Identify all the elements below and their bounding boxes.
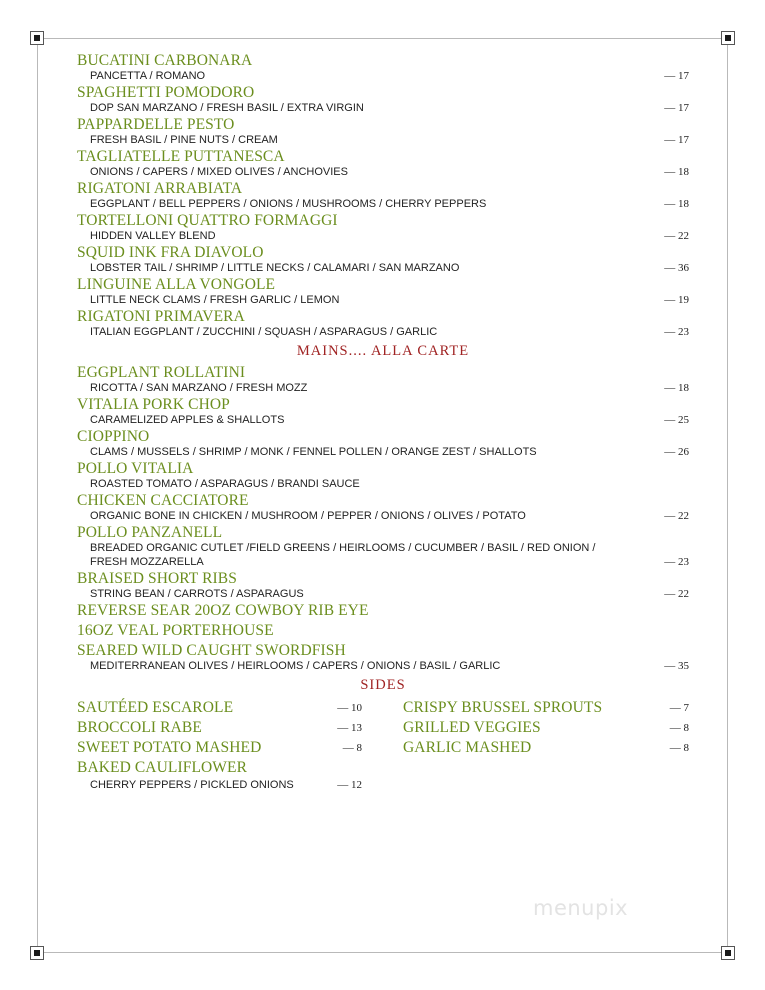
item-description [77,325,689,339]
item-price: — 19 [664,294,689,306]
item-name: LINGUINE ALLA VONGOLE [77,276,276,293]
menu-item [77,308,689,339]
menu-item [77,642,689,673]
side-item-name: GARLIC MASHED [403,739,532,756]
item-name: VITALIA PORK CHOP [77,396,230,413]
corner-ornament-top-left [30,31,44,45]
item-description-text: ROASTED TOMATO / ASPARAGUS / BRANDI SAUCE [90,478,360,490]
side-item [77,698,362,718]
side-item-description [77,778,362,792]
item-description [77,659,689,673]
item-price: — 17 [664,70,689,82]
item-description-text: RICOTTA / SAN MARZANO / FRESH MOZZ [90,382,308,394]
menu-item [77,116,689,147]
item-price: — 23 [664,326,689,338]
item-price: — 26 [664,446,689,458]
item-price: — 17 [664,102,689,114]
corner-ornament-top-right [721,31,735,45]
item-name: RIGATONI ARRABIATA [77,180,243,197]
item-price: — 18 [664,382,689,394]
menu-item [77,428,689,459]
item-description-text: HIDDEN VALLEY BLEND [90,230,216,242]
side-item-name: GRILLED VEGGIES [403,719,541,736]
item-name: SEARED WILD CAUGHT SWORDFISH [77,642,346,659]
item-description [77,509,689,523]
item-name: POLLO PANZANELL [77,524,223,541]
sides-list [77,698,689,798]
item-description-text: FRESH BASIL / PINE NUTS / CREAM [90,134,278,146]
menu-item [77,492,689,523]
item-description [77,133,689,147]
side-item-price: — 13 [337,722,362,734]
item-description [77,69,689,83]
side-item-name: SWEET POTATO MASHED [77,739,262,756]
item-name: CHICKEN CACCIATORE [77,492,249,509]
item-name: RIGATONI PRIMAVERA [77,308,245,325]
side-item-price: — 8 [342,742,362,754]
sides-column-left [77,698,362,792]
item-description-text: CLAMS / MUSSELS / SHRIMP / MONK / FENNEL POLLEN / ORANGE ZEST / SHALLOTS [90,446,537,458]
item-description [77,477,689,491]
item-price: — 17 [664,134,689,146]
item-description-text: EGGPLANT / BELL PEPPERS / ONIONS / MUSHROOMS / CHERRY PEPPERS [90,198,487,210]
menu-item [77,524,689,569]
item-description [77,293,689,307]
menu-item [77,396,689,427]
side-item [77,738,362,758]
menu-item [77,460,689,491]
item-name: TORTELLONI QUATTRO FORMAGGI [77,212,338,229]
section-heading-mains: MAINS.... ALLA CARTE [296,343,470,359]
side-item [77,758,362,778]
item-price: — 22 [664,510,689,522]
item-description [77,101,689,115]
item-description-text: BREADED ORGANIC CUTLET /FIELD GREENS / HEIRLOOMS / CUCUMBER / BASIL / RED ONION / FRESH MOZZARELLA [90,542,596,568]
item-description [77,229,689,243]
menu-item [77,148,689,179]
corner-ornament-bottom-right [721,946,735,960]
item-description [77,541,689,569]
side-item-price: — 8 [669,722,689,734]
side-item-price: — 8 [669,742,689,754]
item-name: SPAGHETTI POMODORO [77,84,255,101]
side-item-name: SAUTÉED ESCAROLE [77,699,234,716]
side-item-price: — 10 [337,702,362,714]
side-item-price: — 12 [337,779,362,791]
side-item-name: CRISPY BRUSSEL SPROUTS [403,699,603,716]
item-description-text: DOP SAN MARZANO / FRESH BASIL / EXTRA VIRGIN [90,102,364,114]
menu-item [77,212,689,243]
item-name: BRAISED SHORT RIBS [77,570,237,587]
sides-column-right [403,698,689,758]
side-item-name: BROCCOLI RABE [77,719,202,736]
side-item-price: — 7 [669,702,689,714]
item-name: PAPPARDELLE PESTO [77,116,235,133]
item-description-text: PANCETTA / ROMANO [90,70,206,82]
mains-list [77,364,689,673]
item-description-text: MEDITERRANEAN OLIVES / HEIRLOOMS / CAPERS / ONIONS / BASIL / GARLIC [90,660,501,672]
side-item [403,698,689,718]
pasta-list [77,52,689,339]
menu-item [77,244,689,275]
menu-item [77,52,689,83]
item-name: 16OZ VEAL PORTERHOUSE [77,622,274,639]
side-item [403,738,689,758]
side-item-name: BAKED CAULIFLOWER [77,759,248,776]
menu-item [77,276,689,307]
watermark-text: menupix [533,896,629,920]
item-price: — 23 [664,556,689,568]
item-description-text: ORGANIC BONE IN CHICKEN / MUSHROOM / PEPPER / ONIONS / OLIVES / POTATO [90,510,526,522]
item-description [77,445,689,459]
menu-item [77,364,689,395]
item-description [77,261,689,275]
item-description-text: LITTLE NECK CLAMS / FRESH GARLIC / LEMON [90,294,340,306]
item-price: — 22 [664,230,689,242]
item-name: REVERSE SEAR 20OZ COWBOY RIB EYE [77,602,369,619]
item-name: POLLO VITALIA [77,460,194,477]
item-price: — 35 [664,660,689,672]
item-description-text: CARAMELIZED APPLES & SHALLOTS [90,414,285,426]
item-name: SQUID INK FRA DIAVOLO [77,244,264,261]
item-name: BUCATINI CARBONARA [77,52,253,69]
item-price: — 36 [664,262,689,274]
item-description [77,165,689,179]
menu-item [77,602,689,619]
item-price: — 18 [664,198,689,210]
side-item-description-text: CHERRY PEPPERS / PICKLED ONIONS [90,779,294,791]
corner-ornament-bottom-left [30,946,44,960]
item-description-text: LOBSTER TAIL / SHRIMP / LITTLE NECKS / CALAMARI / SAN MARZANO [90,262,460,274]
item-description [77,197,689,211]
item-price: — 25 [664,414,689,426]
item-name: TAGLIATELLE PUTTANESCA [77,148,285,165]
menu-item [77,622,689,639]
item-description-text: ITALIAN EGGPLANT / ZUCCHINI / SQUASH / ASPARAGUS / GARLIC [90,326,438,338]
item-description [77,413,689,427]
item-price: — 18 [664,166,689,178]
item-name: CIOPPINO [77,428,150,445]
menu-item [77,570,689,601]
item-description-text: STRING BEAN / CARROTS / ASPARAGUS [90,588,304,600]
item-price: — 22 [664,588,689,600]
menu-item [77,84,689,115]
menu-content [77,52,689,798]
section-heading-sides: SIDES [360,677,406,693]
item-description [77,587,689,601]
item-name: EGGPLANT ROLLATINI [77,364,246,381]
item-description [77,381,689,395]
side-item [403,718,689,738]
side-item [77,718,362,738]
menu-item [77,180,689,211]
item-description-text: ONIONS / CAPERS / MIXED OLIVES / ANCHOVIES [90,166,348,178]
